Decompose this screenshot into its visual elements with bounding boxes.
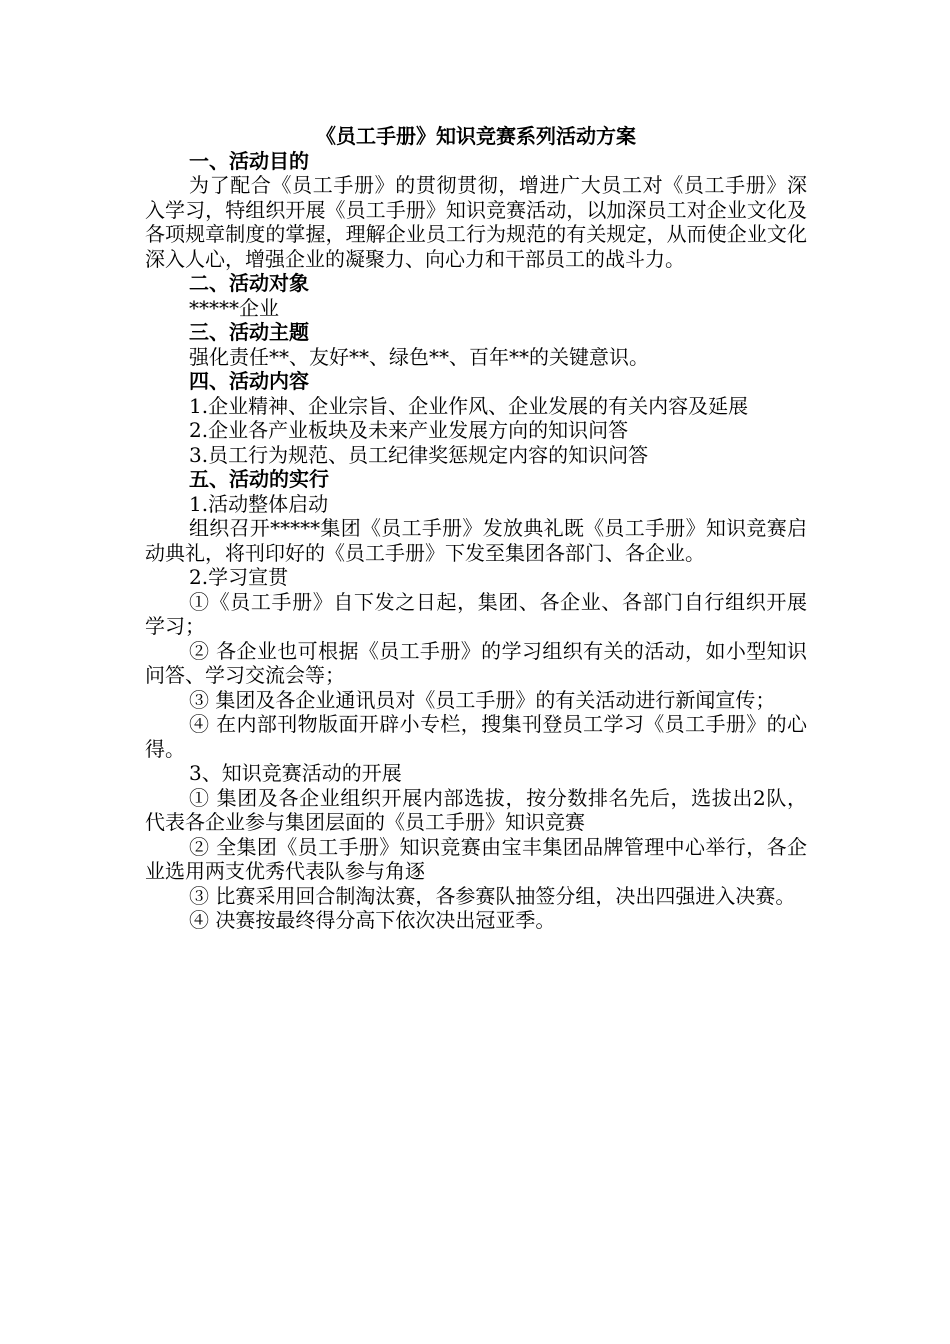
section-theme (145, 320, 807, 369)
section-heading: 三、活动主题 (189, 320, 309, 344)
section-paragraph: ② 各企业也可根据《员工手册》的学习组织有关的活动，如小型知识问答、学习交流会等； (145, 638, 807, 687)
section-paragraph: ① 集团及各企业组织开展内部选拔，按分数排名先后，选拔出2队，代表各企业参与集团层面的《员工手册》知识竞赛 (145, 785, 807, 834)
section-paragraph: 强化责任**、友好**、绿色**、百年**的关键意识。 (189, 344, 649, 369)
section-paragraph: 2.企业各产业板块及未来产业发展方向的知识问答 (189, 418, 629, 442)
section-paragraph: *****企业 (189, 295, 279, 320)
section-content (145, 369, 807, 467)
section-paragraph: ④ 决赛按最终得分高下依次决出冠亚季。 (189, 908, 556, 932)
section-heading: 五、活动的实行 (189, 467, 329, 491)
section-paragraph: 为了配合《员工手册》的贯彻贯彻，增进广大员工对《员工手册》深入学习，特组织开展《员工手册》知识竞赛活动，以加深员工对企业文化及各项规章制度的掌握，理解企业员工行为规范的有关规定，从而使企业文化深入人心，增强企业的凝聚力、向心力和干部员工的战斗力。 (145, 173, 807, 271)
section-paragraph: 组织召开*****集团《员工手册》发放典礼既《员工手册》知识竞赛启动典礼，将刊印好的《员工手册》下发至集团各部门、各企业。 (145, 516, 807, 565)
section-heading: 一、活动目的 (189, 148, 309, 173)
section-paragraph: ③ 比赛采用回合制淘汰赛，各参赛队抽签分组，决出四强进入决赛。 (189, 883, 796, 908)
section-implementation (145, 467, 807, 933)
document-page (145, 124, 807, 933)
document-title: 《员工手册》知识竞赛系列活动方案 (316, 124, 636, 148)
section-paragraph: 1.企业精神、企业宗旨、企业作风、企业发展的有关内容及延展 (189, 393, 749, 418)
section-target (145, 271, 807, 320)
section-paragraph: ② 全集团《员工手册》知识竞赛由宝丰集团品牌管理中心举行，各企业选用两支优秀代表队参与角逐 (145, 834, 807, 883)
section-paragraph: ①《员工手册》自下发之日起，集团、各企业、各部门自行组织开展学习； (145, 589, 807, 638)
section-paragraph: ④ 在内部刊物版面开辟小专栏，搜集刊登员工学习《员工手册》的心得。 (145, 712, 807, 761)
section-heading: 四、活动内容 (189, 369, 309, 393)
section-paragraph: 1.活动整体启动 (189, 491, 329, 516)
section-paragraph: ③ 集团及各企业通讯员对《员工手册》的有关活动进行新闻宣传； (189, 687, 776, 712)
section-paragraph: 3.员工行为规范、员工纪律奖惩规定内容的知识问答 (189, 442, 649, 467)
section-heading: 二、活动对象 (189, 271, 309, 295)
section-paragraph: 3、知识竞赛活动的开展 (189, 761, 402, 785)
section-paragraph: 2.学习宣贯 (189, 565, 289, 589)
section-purpose (145, 149, 807, 272)
